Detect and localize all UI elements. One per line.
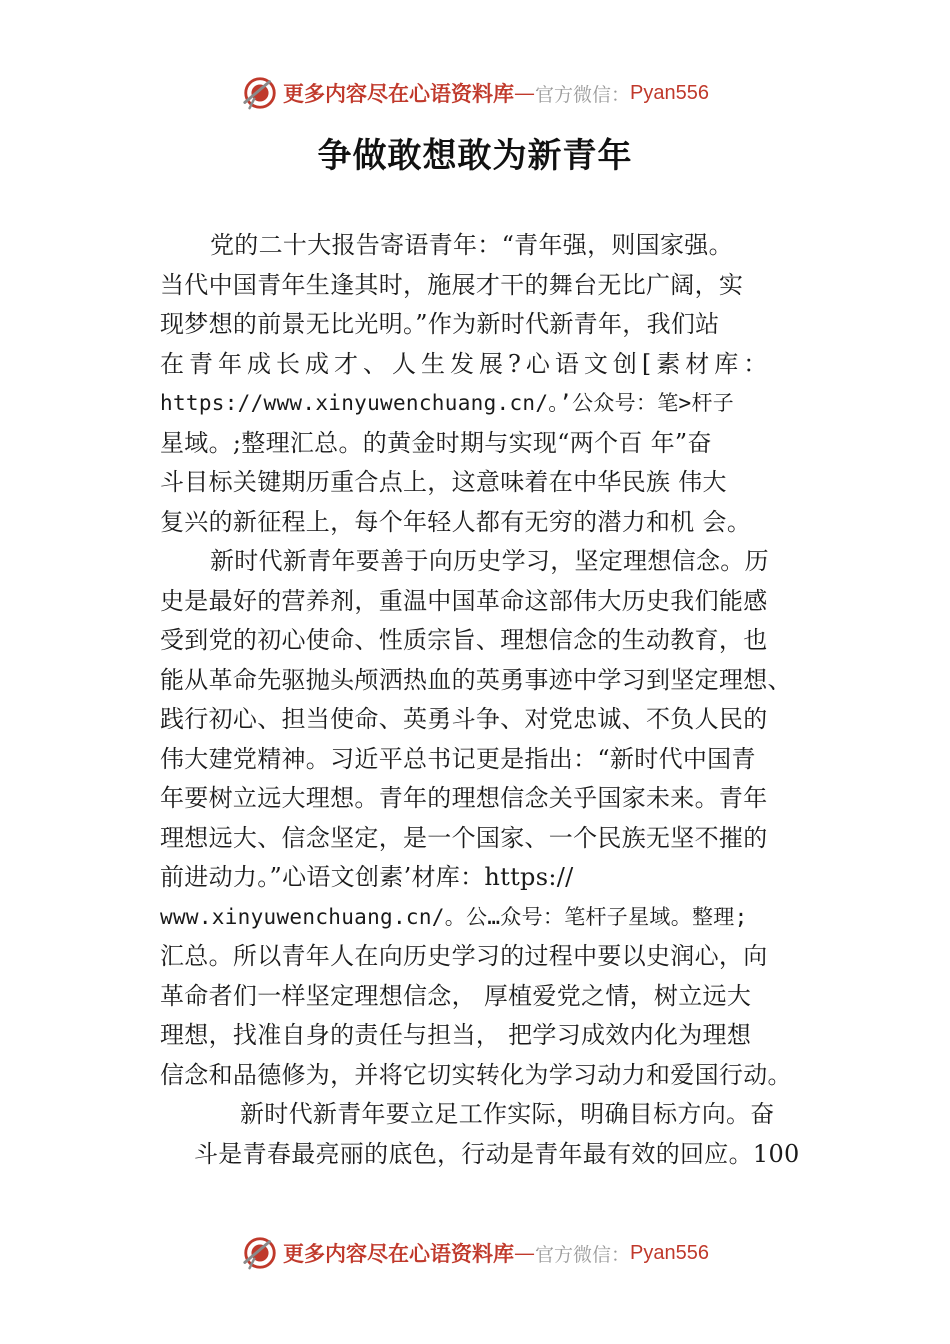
text-line: 现梦想的前景无比光明。”作为新时代新青年，我们站 xyxy=(160,310,720,338)
text-line: 践行初心、担当使命、英勇斗争、对党忠诚、不负人民的 xyxy=(160,705,768,733)
wechat-id: Pyan556 xyxy=(630,81,709,104)
brand-name: 更多内容尽在心语资料库 xyxy=(283,1241,514,1266)
text-line: 理想，找准自身的责任与担当， 把学习成效内化为理想 xyxy=(160,1021,752,1049)
text-line: 在青年成长成才、人生发展?心语文创[素材库： xyxy=(160,349,773,378)
document-title: 争做敢想敢为新青年 xyxy=(317,136,633,176)
text-line: 伟大建党精神。习近平总书记更是指出：“新时代中国青 xyxy=(160,744,756,773)
text-line: 年要树立远大理想。青年的理想信念关乎国家未来。青年 xyxy=(160,784,768,812)
header-banner xyxy=(0,73,950,113)
text-line: 能从革命先驱抛头颅洒热血的英勇事迹中学习到坚定理想、 xyxy=(160,665,792,694)
text-line: 信念和品德修为，并将它切实转化为学习动力和爱国行动。 xyxy=(160,1060,792,1089)
text-line: 汇总。所以青年人在向历史学习的过程中要以史润心，向 xyxy=(160,942,768,970)
brand-name: 更多内容尽在心语资料库 xyxy=(283,81,514,106)
text-line: 党的二十大报告寄语青年：“青年强，则国家强。 xyxy=(210,231,733,259)
wechat-label: 官方微信： xyxy=(535,83,631,106)
banner-separator: — xyxy=(514,81,535,105)
text-line: 斗目标关键期历重合点上，这意味着在中华民族 伟大 xyxy=(160,468,727,496)
text-line: 复兴的新征程上，每个年轻人都有无穷的潜力和机 会。 xyxy=(160,507,752,536)
wechat-id: Pyan556 xyxy=(630,1241,709,1264)
text-line: 理想远大、信念坚定，是一个国家、一个民族无坚不摧的 xyxy=(160,823,768,852)
brand-logo-icon xyxy=(241,1234,279,1272)
text-line: 星域。;整理汇总。的黄金时期与实现“两个百 年”奋 xyxy=(160,428,712,457)
text-line: 当代中国青年生逢其时，施展才干的舞台无比广阔，实 xyxy=(160,270,744,299)
wechat-label: 官方微信： xyxy=(535,1243,631,1266)
text-line: 史是最好的营养剂，重温中国革命这部伟大历史我们能感 xyxy=(160,586,768,615)
banner-separator: — xyxy=(514,1241,535,1265)
text-line: 前进动力。”心语文创素’材库：https:// xyxy=(160,863,574,891)
text-line: 斗是青春最亮丽的底色，行动是青年最有效的回应。100 xyxy=(194,1139,800,1168)
footer-banner xyxy=(0,1233,950,1273)
brand-logo-icon xyxy=(241,74,279,112)
text-line: 受到党的初心使命、性质宗旨、理想信念的生动教育，也 xyxy=(160,626,768,654)
text-line: 革命者们一样坚定理想信念， 厚植爱党之情，树立远大 xyxy=(160,981,752,1010)
document-body xyxy=(160,226,820,1174)
text-line: 新时代新青年要立足工作实际，明确目标方向。奋 xyxy=(240,1100,775,1128)
text-line: 新时代新青年要善于向历史学习，坚定理想信念。历 xyxy=(210,547,769,575)
text-line: www.xinyuwenchuang.cn/。公…众号：笔杆子星域。整理; xyxy=(160,904,748,929)
text-line: https://www.xinyuwenchuang.cn/。’公众号：笔>杆子 xyxy=(160,391,735,415)
